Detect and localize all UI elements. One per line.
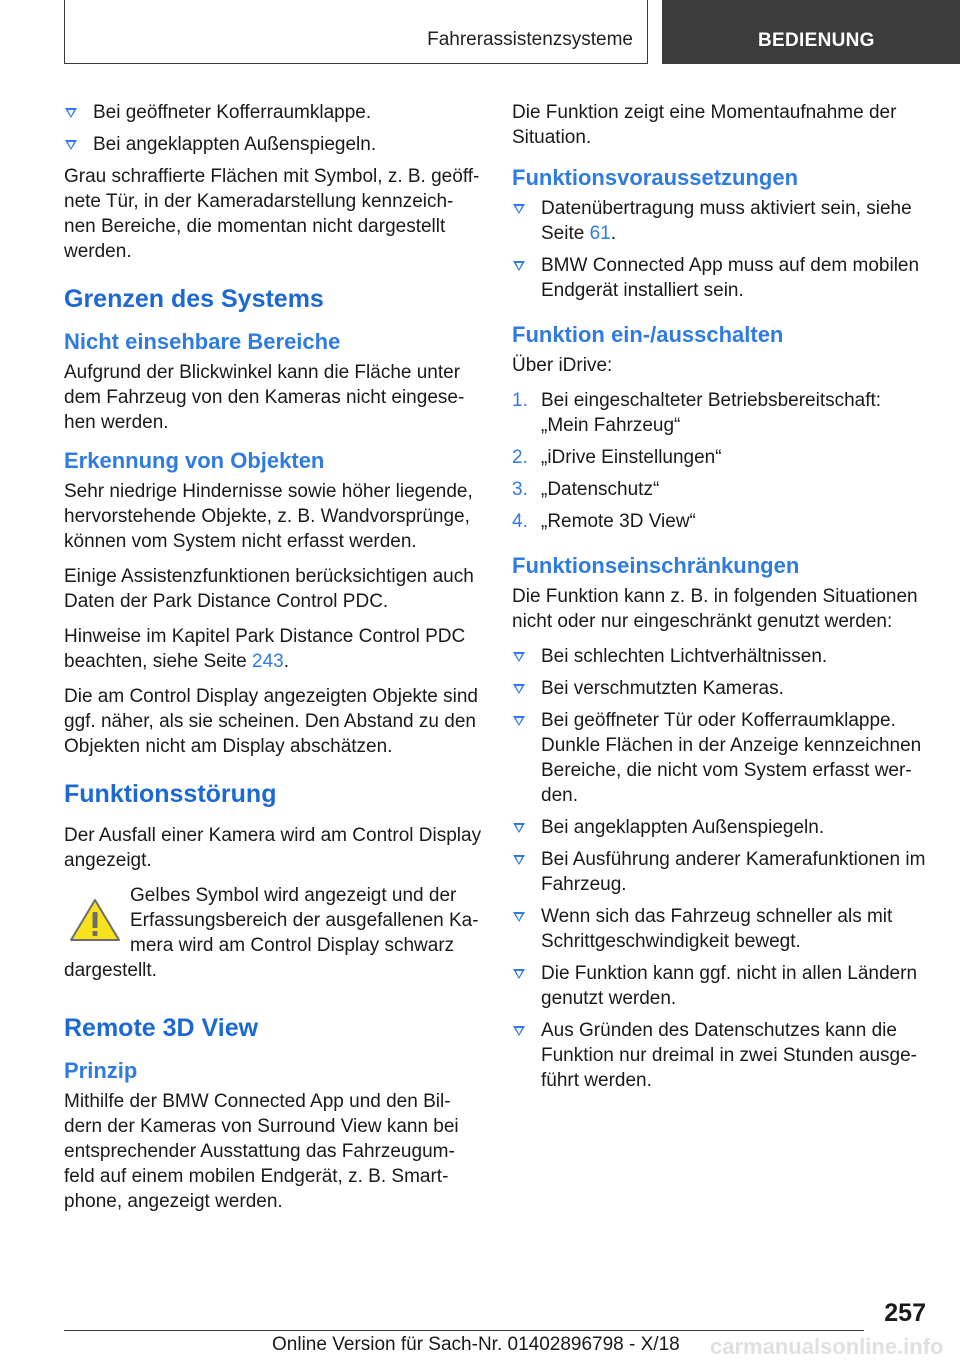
subheading-voraussetzungen: Funktionsvoraussetzungen [512, 165, 799, 190]
list-item: BMW Connected App muss auf dem mobilen Endgerät installiert sein. [512, 253, 932, 303]
triangle-bullet-icon [513, 823, 525, 833]
paragraph-hatched-areas: Grau schraffierte Flächen mit Symbol, z. B. geöff-nete Tür, in der Kameradarstellung kennzeich-nen Bereiche, die momentan nicht dargestellt werden. [64, 166, 480, 262]
paragraph-nicht-einsehbar: Aufgrund der Blickwinkel kann die Fläche unter dem Fahrzeug von den Kameras nicht eingese-hen werden. [64, 362, 465, 433]
list-item: Aus Gründen des Datenschutzes kann die Funktion nur dreimal in zwei Stunden ausge-führt werden. [512, 1018, 932, 1093]
paragraph-erkennung-4: Die am Control Display angezeigten Objekte sind ggf. näher, als sie scheinen. Den Abstand zu den Objekten nicht am Display abschätzen. [64, 686, 478, 757]
triangle-bullet-icon [513, 204, 525, 214]
list-item: 1. Bei eingeschalteter Betriebsbereitschaft: „Mein Fahrzeug“ [512, 390, 882, 436]
right-column [512, 100, 932, 1100]
list-item: Bei angeklappten Außenspiegeln. [64, 132, 482, 157]
triangle-bullet-icon [513, 652, 525, 662]
subheading-einschraenkungen: Funktionseinschränkungen [512, 553, 800, 578]
list-item: Bei angeklappten Außenspiegeln. [512, 815, 932, 840]
triangle-bullet-icon [513, 716, 525, 726]
paragraph-stoerung: Der Ausfall einer Kamera wird am Control Display angezeigt. [64, 825, 482, 871]
subheading-erkennung: Erkennung von Objekten [64, 448, 325, 473]
page-number: 257 [884, 1299, 926, 1327]
page-link-243[interactable]: 243 [252, 651, 284, 672]
triangle-bullet-icon [513, 261, 525, 271]
watermark: carmanualsonline.info [710, 1334, 944, 1359]
paragraph-erkennung-2: Einige Assistenzfunktionen berücksichtigen auch Daten der Park Distance Control PDC. [64, 566, 474, 612]
subheading-prinzip: Prinzip [64, 1058, 138, 1083]
warning-text-end: dargestellt. [64, 960, 157, 981]
list-item: Bei geöffneter Kofferraumklappe. [64, 100, 482, 125]
paragraph-einschraenkungen: Die Funktion kann z. B. in folgenden Situationen nicht oder nur eingeschränkt genutzt werden: [512, 586, 918, 632]
list-item: Bei schlechten Lichtverhältnissen. [512, 644, 932, 669]
header-chapter-label: BEDIENUNG [758, 30, 875, 51]
bullet-list-einschraenkungen [512, 644, 932, 1093]
paragraph-prinzip: Mithilfe der BMW Connected App und den Bil-dern der Kameras von Surround View kann bei entsprechender Ausstattung das Fahrzeugum-feld auf einem mobilen Endgerät, z. B. Smart-phone, angezeigt werden. [64, 1091, 459, 1212]
heading-remote-3d-view: Remote 3D View [64, 1014, 259, 1042]
triangle-bullet-icon [513, 912, 525, 922]
list-item: 4. „Remote 3D View“ [512, 511, 696, 532]
heading-funktionsstoerung: Funktionsstörung [64, 780, 277, 808]
header-section-box [64, 0, 648, 64]
page-link-61[interactable]: 61 [589, 223, 611, 244]
bullet-list-voraussetzungen [512, 196, 932, 303]
triangle-bullet-icon [513, 855, 525, 865]
paragraph-erkennung-1: Sehr niedrige Hindernisse sowie höher liegende, hervorstehende Objekte, z. B. Wandvorsprünge, können vom System nicht erfasst werden. [64, 481, 473, 552]
list-item: Bei geöffneter Tür oder Kofferraumklappe. Dunkle Flächen in der Anzeige kennzeichnen Bereiche, die nicht vom System erfasst wer-den. [512, 708, 932, 808]
subheading-nicht-einsehbar: Nicht einsehbare Bereiche [64, 329, 341, 354]
list-item: Wenn sich das Fahrzeug schneller als mit Schrittgeschwindigkeit bewegt. [512, 904, 932, 954]
subheading-ein-ausschalten: Funktion ein-/ausschalten [512, 322, 784, 347]
hand-pointer-icon [232, 24, 258, 52]
warning-note [64, 883, 482, 983]
left-column [64, 100, 482, 1224]
list-item: Datenübertragung muss aktiviert sein, siehe Seite 61. [512, 196, 932, 246]
paragraph-momentaufnahme: Die Funktion zeigt eine Momentaufnahme der Situation. [512, 102, 897, 148]
header-section-title: Fahrerassistenzsysteme [427, 29, 633, 50]
numbered-steps [512, 388, 932, 534]
triangle-bullet-icon [65, 108, 77, 118]
list-item: 3. „Datenschutz“ [512, 479, 660, 500]
list-item: Die Funktion kann ggf. nicht in allen Ländern genutzt werden. [512, 961, 932, 1011]
triangle-bullet-icon [513, 684, 525, 694]
list-item: 2. „iDrive Einstellungen“ [512, 447, 722, 468]
bullet-list-top [64, 100, 482, 157]
list-item: Bei Ausführung anderer Kamerafunktionen im Fahrzeug. [512, 847, 932, 897]
triangle-bullet-icon [513, 1026, 525, 1036]
header-chapter-tab [662, 0, 960, 64]
triangle-bullet-icon [513, 969, 525, 979]
heading-grenzen: Grenzen des Systems [64, 285, 324, 313]
list-item: Bei verschmutzten Kameras. [512, 676, 932, 701]
footer-online-version: Online Version für Sach-Nr. 01402896798 - X/18 [272, 1334, 680, 1355]
paragraph-idrive: Über iDrive: [512, 355, 613, 376]
warning-text: Gelbes Symbol wird angezeigt und der Erfassungsbereich der ausgefallenen Ka-mera wird am Control Display schwarz [130, 885, 479, 956]
warning-triangle-icon [68, 897, 122, 943]
triangle-bullet-icon [65, 140, 77, 150]
footer-rule [64, 1330, 864, 1331]
paragraph-erkennung-3: Hinweise im Kapitel Park Distance Control PDC beachten, siehe Seite 243. [64, 626, 466, 672]
